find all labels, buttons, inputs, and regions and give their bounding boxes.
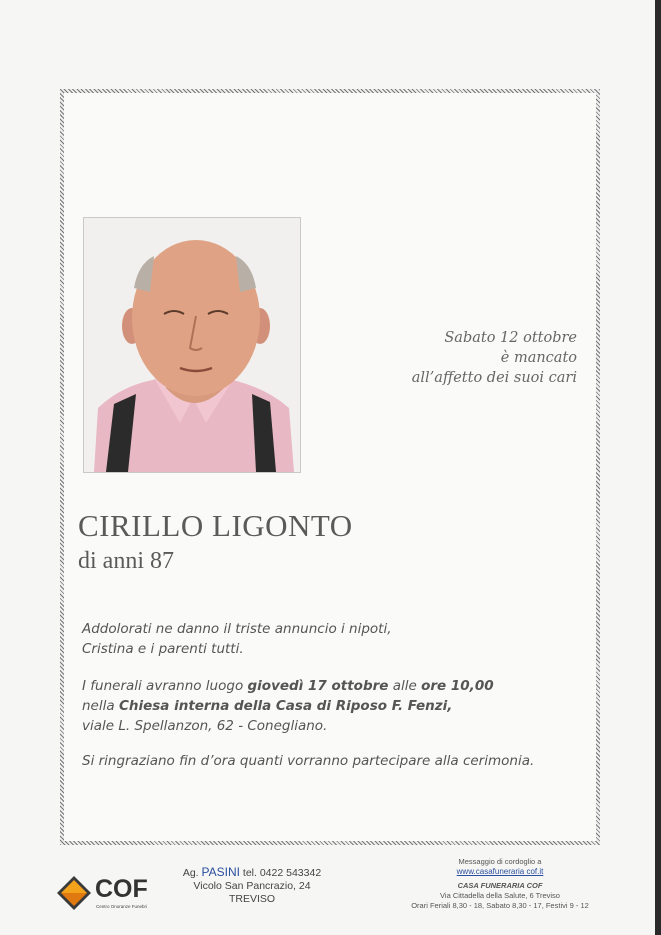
logo-wordmark: COF: [95, 875, 148, 903]
deceased-name: CIRILLO LIGONTO: [78, 508, 353, 543]
funeral-line-2: [82, 696, 494, 716]
text-fragment: nella: [82, 698, 119, 714]
agency-name: PASINI: [201, 865, 240, 879]
agency-address: Vicolo San Pancrazio, 24: [193, 880, 311, 892]
agency-info: [177, 866, 327, 906]
diamond-logo-icon: [56, 875, 92, 911]
funeral-address: viale L. Spellanzon, 62 - Conegliano.: [82, 718, 328, 734]
funeral-details-paragraph: [82, 676, 494, 736]
condolence-label: Messaggio di cordoglio a: [458, 857, 542, 866]
condolence-link[interactable]: www.casafuneraria cof.it: [456, 867, 544, 876]
logo-tagline: Centro Onoranze Funebri: [96, 904, 148, 909]
funeral-home-name: CASA FUNERARIA COF: [457, 881, 543, 890]
portrait-photo: [83, 217, 301, 473]
agency-line: [177, 866, 327, 880]
cof-logo: [56, 875, 166, 913]
text-fragment: I funerali avranno luogo: [82, 678, 248, 694]
funeral-time: ore 10,00: [421, 678, 494, 694]
mourners-line-1: Addolorati ne danno il triste annuncio i nipoti,: [82, 621, 392, 637]
date-line: Sabato 12 ottobre: [444, 330, 577, 346]
text-fragment: alle: [388, 678, 422, 694]
death-date-notice: [412, 328, 577, 388]
agency-city: TREVISO: [228, 893, 276, 905]
agency-phone: tel. 0422 543342: [240, 867, 322, 879]
thanks-paragraph: Si ringraziano fin d’ora quanti vorranno partecipare alla cerimonia.: [82, 753, 535, 769]
family-line: all’affetto dei suoi cari: [411, 370, 577, 386]
scan-edge: [655, 0, 661, 935]
passed-line: è mancato: [500, 350, 577, 366]
mourners-paragraph: [82, 619, 392, 659]
text-fragment: Ag.: [182, 867, 202, 879]
funeral-venue: Chiesa interna della Casa di Riposo F. Fenzi,: [118, 698, 453, 714]
funeral-home-hours: Orari Feriali 8,30 - 18, Sabato 8,30 - 17, Festivi 9 - 12: [411, 901, 589, 910]
funeral-home-info: [405, 857, 595, 911]
mourners-line-2: Cristina e i parenti tutti.: [82, 641, 244, 657]
deceased-age: di anni 87: [78, 548, 174, 574]
funeral-date: giovedì 17 ottobre: [247, 678, 389, 694]
funeral-home-address: Via Cittadella della Salute, 6 Treviso: [440, 891, 560, 900]
funeral-line-1: [82, 676, 494, 696]
